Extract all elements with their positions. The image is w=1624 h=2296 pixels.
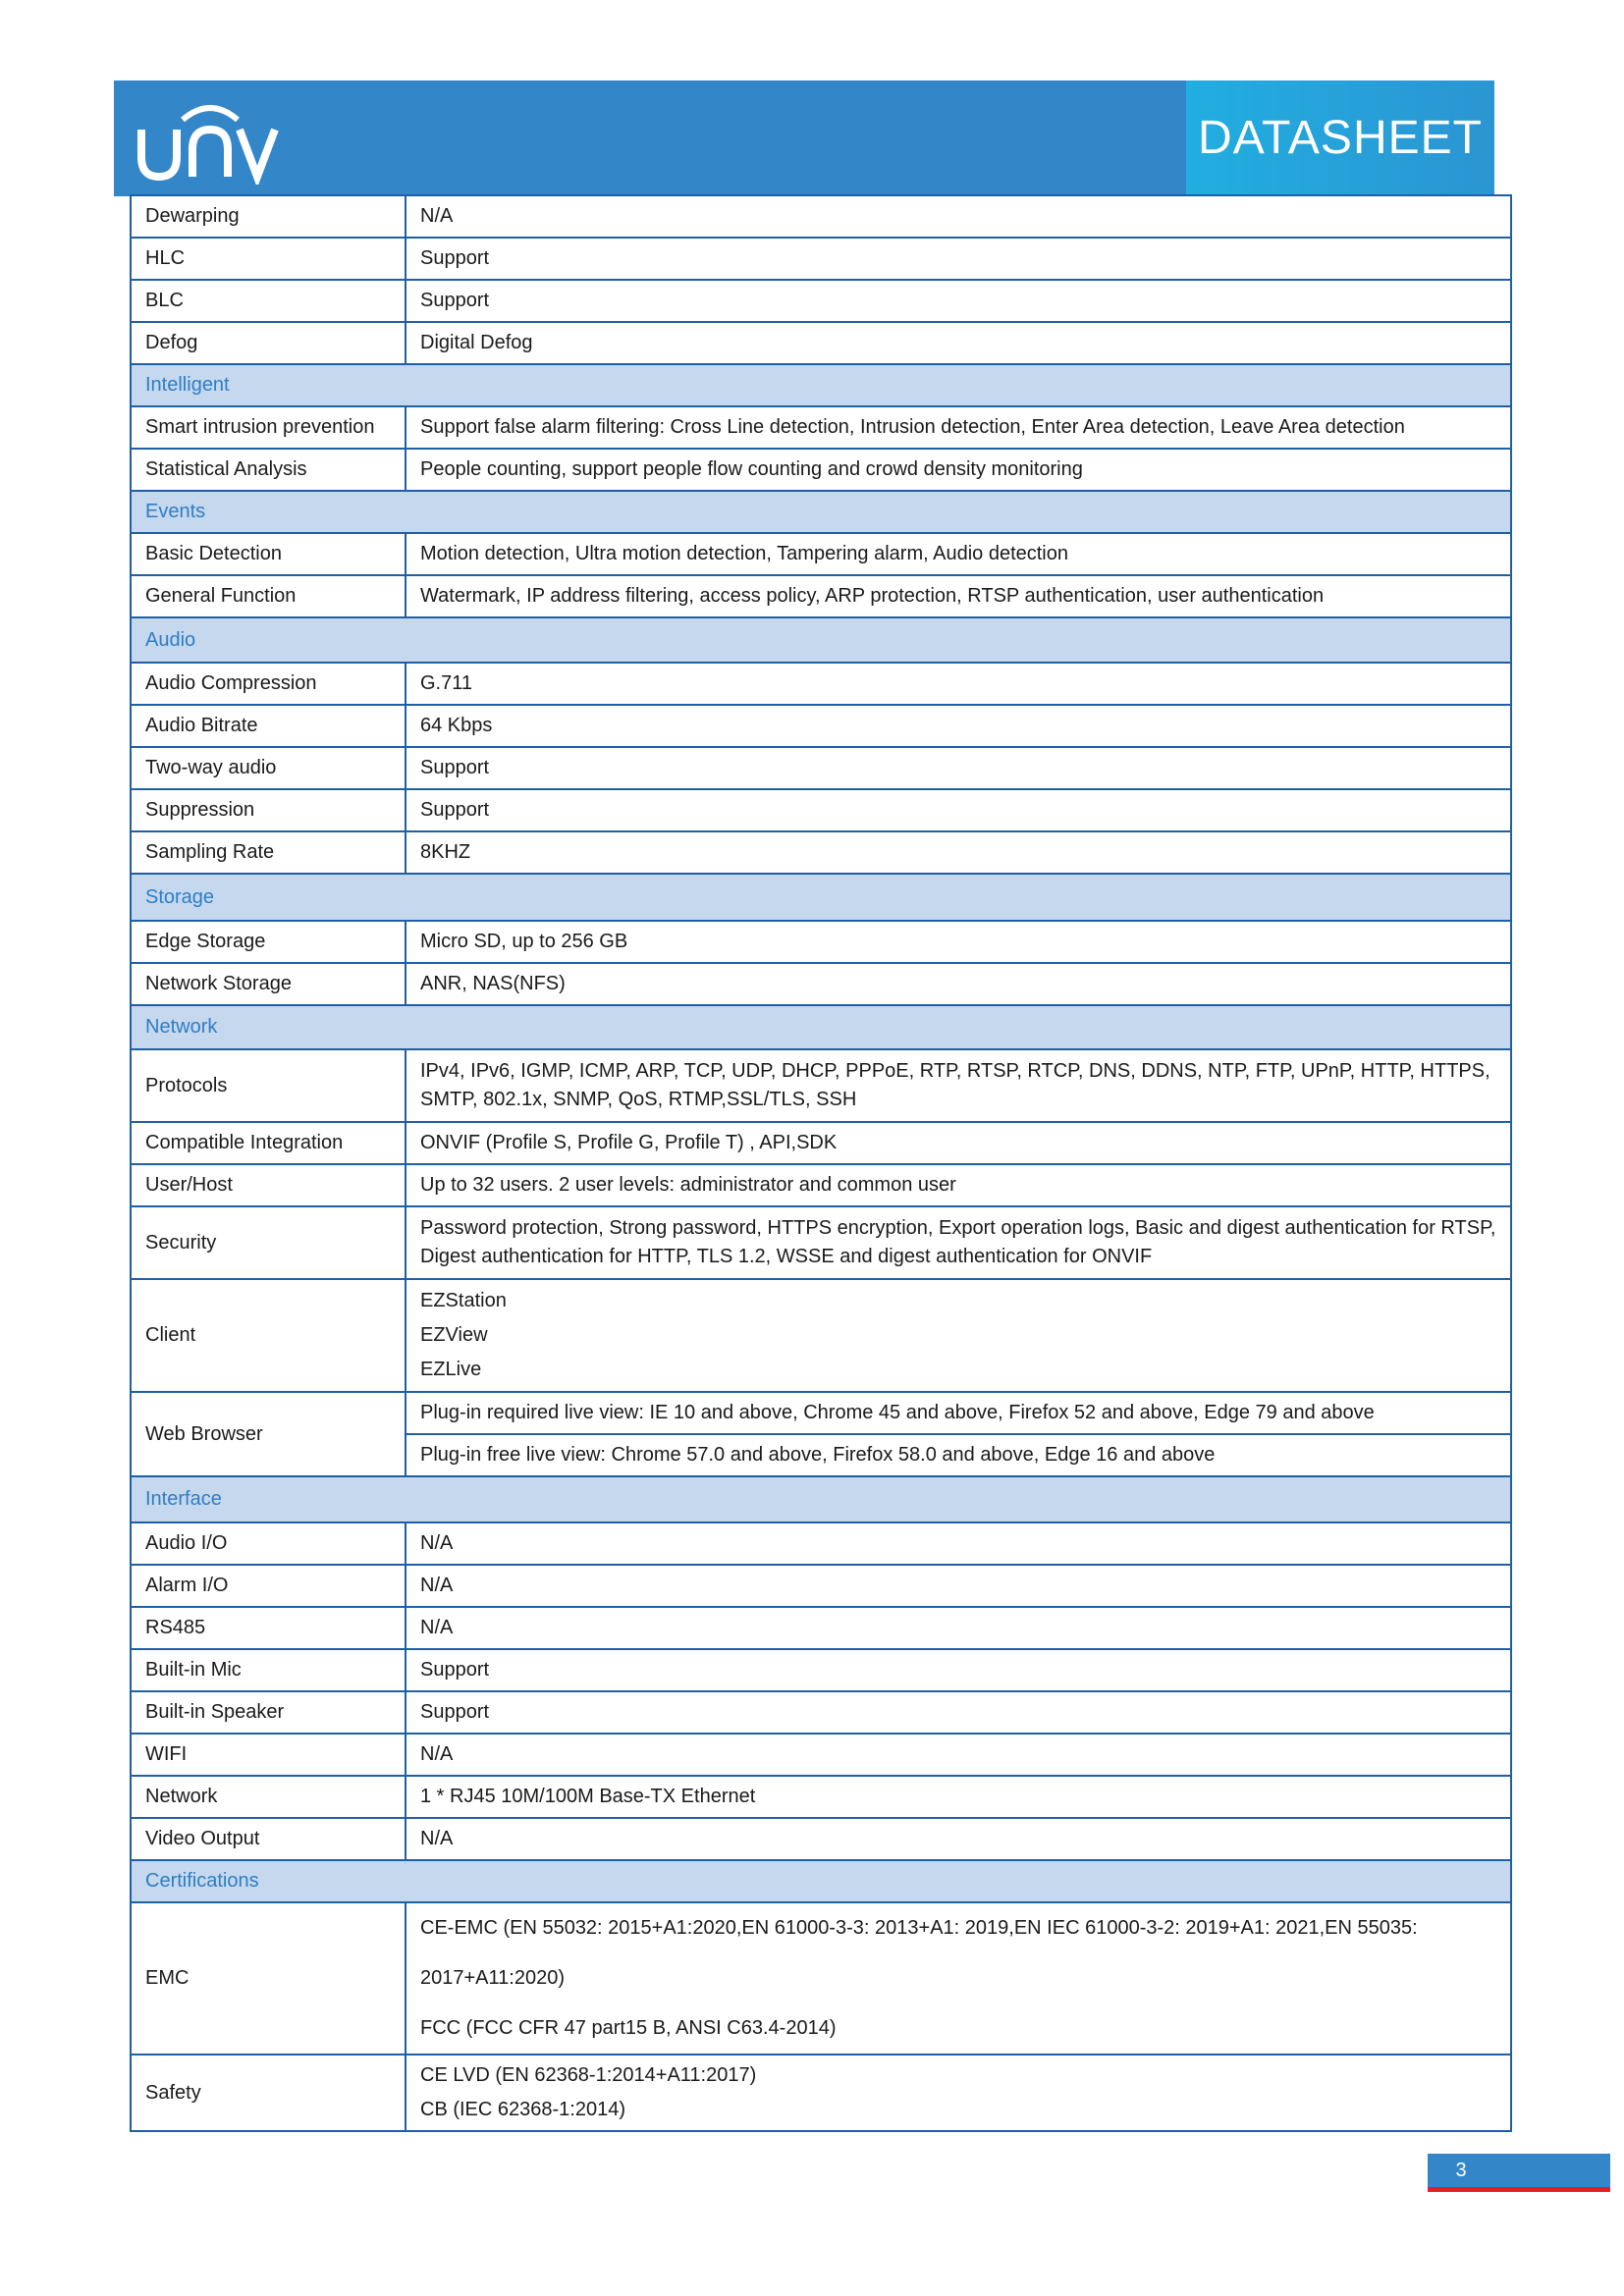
spec-label: General Function bbox=[131, 575, 406, 617]
table-row bbox=[131, 322, 1511, 364]
table-row bbox=[131, 831, 1511, 874]
spec-label: Audio I/O bbox=[131, 1522, 406, 1565]
section-title: Storage bbox=[131, 874, 1511, 921]
spec-value-line: People counting, support people flow counting and crowd density monitoring bbox=[420, 458, 1083, 480]
spec-value bbox=[406, 238, 1511, 280]
spec-value-line: Support bbox=[420, 1701, 490, 1723]
spec-value-line: CB (IEC 62368-1:2014) bbox=[420, 2099, 626, 2120]
table-row bbox=[131, 663, 1511, 705]
spec-value-line: G.711 bbox=[420, 672, 472, 694]
section-header bbox=[131, 491, 1511, 533]
section-header bbox=[131, 617, 1511, 663]
spec-value bbox=[406, 831, 1511, 874]
spec-value bbox=[406, 1279, 1511, 1392]
table-row bbox=[131, 1392, 1511, 1434]
spec-label: Smart intrusion prevention bbox=[131, 406, 406, 449]
spec-label: Two-way audio bbox=[131, 747, 406, 789]
section-header bbox=[131, 1005, 1511, 1049]
section-title: Certifications bbox=[131, 1860, 1511, 1902]
spec-label: Network Storage bbox=[131, 963, 406, 1005]
table-row bbox=[131, 747, 1511, 789]
spec-label: Video Output bbox=[131, 1818, 406, 1860]
spec-value bbox=[406, 1522, 1511, 1565]
spec-value-line: Support bbox=[420, 799, 490, 821]
spec-value bbox=[406, 449, 1511, 491]
table-row bbox=[131, 1049, 1511, 1122]
spec-value bbox=[406, 1206, 1511, 1279]
spec-value bbox=[406, 1649, 1511, 1691]
spec-label: Suppression bbox=[131, 789, 406, 831]
table-row bbox=[131, 1206, 1511, 1279]
table-row bbox=[131, 195, 1511, 238]
table-row bbox=[131, 1649, 1511, 1691]
table-row bbox=[131, 1279, 1511, 1392]
spec-value-line: Support bbox=[420, 290, 490, 311]
table-row bbox=[131, 1164, 1511, 1206]
spec-value bbox=[406, 1902, 1511, 2055]
spec-value-line: CE LVD (EN 62368-1:2014+A11:2017) bbox=[420, 2064, 757, 2086]
spec-value bbox=[406, 1734, 1511, 1776]
table-row bbox=[131, 533, 1511, 575]
table-row bbox=[131, 705, 1511, 747]
spec-value: Plug-in required live view: IE 10 and above, Chrome 45 and above, Firefox 52 and above, Edge 79 and above bbox=[406, 1392, 1511, 1434]
spec-value-line: N/A bbox=[420, 1532, 454, 1554]
spec-value bbox=[406, 705, 1511, 747]
spec-value-line: 1 * RJ45 10M/100M Base-TX Ethernet bbox=[420, 1786, 756, 1807]
table-row bbox=[131, 1902, 1511, 2055]
table-row bbox=[131, 1522, 1511, 1565]
table-row bbox=[131, 280, 1511, 322]
spec-value-line: CE-EMC (EN 55032: 2015+A1:2020,EN 61000-3-3: 2013+A1: 2019,EN IEC 61000-3-2: 2019+A1: 2021,EN 55035: 2017+A11:2020) bbox=[420, 1917, 1418, 1989]
spec-value-line: IPv4, IPv6, IGMP, ICMP, ARP, TCP, UDP, DHCP, PPPoE, RTP, RTSP, RTCP, DNS, DDNS, NTP, FTP, UPnP, HTTP, HTTPS, SMTP, 802.1x, SNMP, QoS, RTMP,SSL/TLS, SSH bbox=[420, 1060, 1490, 1110]
spec-label: Statistical Analysis bbox=[131, 449, 406, 491]
spec-label: WIFI bbox=[131, 1734, 406, 1776]
spec-label: Alarm I/O bbox=[131, 1565, 406, 1607]
spec-label: Built-in Speaker bbox=[131, 1691, 406, 1734]
spec-value bbox=[406, 1691, 1511, 1734]
spec-value-line: Support bbox=[420, 757, 490, 778]
spec-value bbox=[406, 575, 1511, 617]
spec-label: Basic Detection bbox=[131, 533, 406, 575]
spec-label: Compatible Integration bbox=[131, 1122, 406, 1164]
section-title: Events bbox=[131, 491, 1511, 533]
spec-value bbox=[406, 1164, 1511, 1206]
section-header bbox=[131, 364, 1511, 406]
table-row bbox=[131, 2055, 1511, 2131]
unv-logo bbox=[134, 94, 281, 185]
spec-label: Network bbox=[131, 1776, 406, 1818]
table-row bbox=[131, 1818, 1511, 1860]
spec-value bbox=[406, 789, 1511, 831]
table-row bbox=[131, 575, 1511, 617]
spec-value bbox=[406, 1818, 1511, 1860]
spec-value bbox=[406, 663, 1511, 705]
table-row bbox=[131, 1565, 1511, 1607]
spec-value bbox=[406, 406, 1511, 449]
spec-value-line: N/A bbox=[420, 1575, 454, 1596]
table-row bbox=[131, 1122, 1511, 1164]
table-row bbox=[131, 1776, 1511, 1818]
spec-value-line: N/A bbox=[420, 1743, 454, 1765]
spec-value: Plug-in free live view: Chrome 57.0 and above, Firefox 58.0 and above, Edge 16 and above bbox=[406, 1434, 1511, 1476]
spec-value bbox=[406, 533, 1511, 575]
spec-value-line: Up to 32 users. 2 user levels: administrator and common user bbox=[420, 1174, 956, 1196]
spec-value-line: Watermark, IP address filtering, access policy, ARP protection, RTSP authentication, user authentication bbox=[420, 585, 1325, 607]
spec-value-line: N/A bbox=[420, 1617, 454, 1638]
section-header bbox=[131, 1860, 1511, 1902]
table-row bbox=[131, 406, 1511, 449]
spec-label: Web Browser bbox=[131, 1392, 406, 1476]
table-row bbox=[131, 238, 1511, 280]
table-row bbox=[131, 1691, 1511, 1734]
spec-value-line: Micro SD, up to 256 GB bbox=[420, 931, 628, 952]
spec-value bbox=[406, 2055, 1511, 2131]
section-header bbox=[131, 874, 1511, 921]
spec-value-line: Digital Defog bbox=[420, 332, 533, 353]
spec-value-line: ONVIF (Profile S, Profile G, Profile T) , API,SDK bbox=[420, 1132, 838, 1153]
spec-value bbox=[406, 1122, 1511, 1164]
spec-label: Safety bbox=[131, 2055, 406, 2131]
spec-value bbox=[406, 280, 1511, 322]
table-row bbox=[131, 963, 1511, 1005]
spec-value bbox=[406, 921, 1511, 963]
table-row bbox=[131, 789, 1511, 831]
spec-value-line: EZView bbox=[420, 1324, 488, 1346]
spec-value-line: FCC (FCC CFR 47 part15 B, ANSI C63.4-2014) bbox=[420, 2017, 837, 2039]
spec-label: Audio Compression bbox=[131, 663, 406, 705]
section-title: Interface bbox=[131, 1476, 1511, 1522]
spec-value-line: EZLive bbox=[420, 1359, 482, 1380]
spec-value bbox=[406, 1565, 1511, 1607]
spec-value-line: Password protection, Strong password, HTTPS encryption, Export operation logs, Basic and digest authentication for RTSP, Digest authentication for HTTP, TLS 1.2, WSSE and digest authentication for ONVIF bbox=[420, 1217, 1496, 1267]
spec-value-line: 8KHZ bbox=[420, 841, 471, 863]
page-number: 3 bbox=[1455, 2160, 1467, 2181]
spec-label: HLC bbox=[131, 238, 406, 280]
spec-value-line: ANR, NAS(NFS) bbox=[420, 973, 566, 994]
spec-value bbox=[406, 963, 1511, 1005]
spec-value bbox=[406, 1607, 1511, 1649]
page-number-box bbox=[1428, 2154, 1610, 2192]
spec-value-line: N/A bbox=[420, 205, 454, 227]
spec-value bbox=[406, 1776, 1511, 1818]
datasheet-title: DATASHEET bbox=[1198, 112, 1483, 164]
spec-value-line: Support bbox=[420, 1659, 490, 1681]
section-title: Audio bbox=[131, 617, 1511, 663]
spec-label: Built-in Mic bbox=[131, 1649, 406, 1691]
spec-label: Edge Storage bbox=[131, 921, 406, 963]
spec-label: Dewarping bbox=[131, 195, 406, 238]
spec-label: Client bbox=[131, 1279, 406, 1392]
spec-value bbox=[406, 195, 1511, 238]
spec-label: Sampling Rate bbox=[131, 831, 406, 874]
spec-label: BLC bbox=[131, 280, 406, 322]
table-row bbox=[131, 1607, 1511, 1649]
spec-label: Security bbox=[131, 1206, 406, 1279]
spec-label: EMC bbox=[131, 1902, 406, 2055]
spec-value bbox=[406, 1049, 1511, 1122]
section-header bbox=[131, 1476, 1511, 1522]
table-row bbox=[131, 1734, 1511, 1776]
spec-value-line: Support bbox=[420, 247, 490, 269]
spec-value-line: Support false alarm filtering: Cross Line detection, Intrusion detection, Enter Area detection, Leave Area detection bbox=[420, 416, 1405, 438]
section-title: Network bbox=[131, 1005, 1511, 1049]
spec-label: Audio Bitrate bbox=[131, 705, 406, 747]
spec-table bbox=[130, 194, 1512, 2132]
table-row bbox=[131, 921, 1511, 963]
spec-label: Defog bbox=[131, 322, 406, 364]
spec-value-line: EZStation bbox=[420, 1290, 507, 1311]
spec-label: Protocols bbox=[131, 1049, 406, 1122]
spec-value-line: N/A bbox=[420, 1828, 454, 1849]
spec-value-line: 64 Kbps bbox=[420, 715, 493, 736]
spec-value bbox=[406, 322, 1511, 364]
spec-label: RS485 bbox=[131, 1607, 406, 1649]
spec-value-line: Motion detection, Ultra motion detection, Tampering alarm, Audio detection bbox=[420, 543, 1068, 564]
spec-label: User/Host bbox=[131, 1164, 406, 1206]
section-title: Intelligent bbox=[131, 364, 1511, 406]
spec-value bbox=[406, 747, 1511, 789]
table-row bbox=[131, 449, 1511, 491]
